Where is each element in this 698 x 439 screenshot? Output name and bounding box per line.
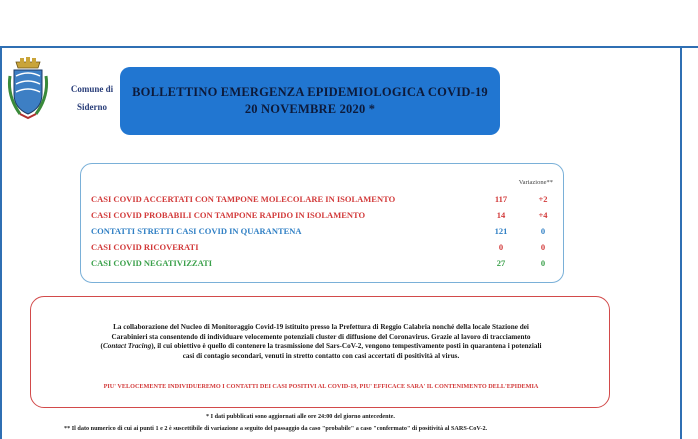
info-line-2: Carabinieri sta consentendo di individuare velocemente potenziali cluster di diffusione del Coronavirus. Grazie al lavoro di tracciamento bbox=[111, 332, 531, 341]
info-line-3 bbox=[51, 342, 591, 352]
stat-variation: 0 bbox=[540, 258, 546, 268]
footnote-2: ** Il dato numerico di cui ai punti 1 e 2 è suscettibile di variazione a seguito del passaggio da caso "probabile" a caso "confermato" di positività al SARS-CoV-2. bbox=[64, 425, 488, 432]
comune-line2: Siderno bbox=[76, 102, 107, 112]
frame-top-line bbox=[0, 46, 698, 48]
stat-row bbox=[91, 258, 551, 272]
contact-tracing-term: Contact Tracing bbox=[102, 342, 152, 350]
stat-value: 27 bbox=[496, 258, 506, 268]
info-line-3-pre: ( bbox=[100, 342, 103, 350]
frame-right-line bbox=[680, 46, 682, 439]
stat-label: CONTATTI STRETTI CASI COVID IN QUARANTENA bbox=[91, 226, 302, 236]
bulletin-title-box bbox=[120, 67, 500, 135]
info-text bbox=[51, 323, 591, 361]
stat-variation: 0 bbox=[540, 226, 546, 236]
comune-line1: Comune di bbox=[70, 84, 114, 94]
variation-header: Variazione** bbox=[518, 179, 553, 186]
stat-label: CASI COVID NEGATIVIZZATI bbox=[91, 258, 213, 268]
municipal-crest-icon bbox=[6, 56, 50, 120]
stat-row bbox=[91, 242, 551, 256]
stat-row bbox=[91, 226, 551, 240]
stat-value: 117 bbox=[494, 194, 508, 204]
stat-variation: +4 bbox=[538, 210, 548, 220]
stat-variation: 0 bbox=[540, 242, 546, 252]
stat-value: 121 bbox=[494, 226, 508, 236]
footnote-1: * I dati pubblicati sono aggiornati alle ore 24:00 del giorno antecedente. bbox=[206, 413, 395, 420]
info-line-1: La collaborazione del Nucleo di Monitoraggio Covid-19 istituito presso la Prefettura di Reggio Calabria nonché della locale Stazione dei bbox=[113, 323, 529, 331]
info-panel bbox=[30, 296, 610, 408]
comune-label bbox=[64, 80, 120, 116]
bulletin-date: 20 NOVEMBRE 2020 * bbox=[244, 102, 376, 116]
alert-message: PIU' VELOCEMENTE INDIVIDUEREMO I CONTATTI DEI CASI POSITIVI AL COVID-19, PIU' EFFICACE SARA' IL CONTENIMENTO DELL'EPIDEMIA bbox=[103, 383, 539, 390]
bulletin-title: BOLLETTINO EMERGENZA EPIDEMIOLOGICA COVID-19 bbox=[132, 85, 488, 99]
stat-label: CASI COVID PROBABILI CON TAMPONE RAPIDO IN ISOLAMENTO bbox=[91, 210, 366, 220]
stat-label: CASI COVID RICOVERATI bbox=[91, 242, 199, 252]
info-line-3-post: ), il cui obiettivo è quello di contenere la trasmissione del Sars-CoV-2, vengono tempestivamente posti in quarantena i potenziali bbox=[151, 342, 542, 350]
info-line-4: casi di contagio secondari, venuti in stretto contatto con casi accertati di positività al virus. bbox=[182, 351, 460, 360]
stats-panel bbox=[80, 163, 564, 283]
stat-row bbox=[91, 210, 551, 224]
stat-row bbox=[91, 194, 551, 208]
stat-variation: +2 bbox=[538, 194, 548, 204]
frame-left-line bbox=[0, 46, 2, 439]
stat-value: 0 bbox=[498, 242, 504, 252]
stat-value: 14 bbox=[496, 210, 506, 220]
stat-label: CASI COVID ACCERTATI CON TAMPONE MOLECOLARE IN ISOLAMENTO bbox=[91, 194, 396, 204]
